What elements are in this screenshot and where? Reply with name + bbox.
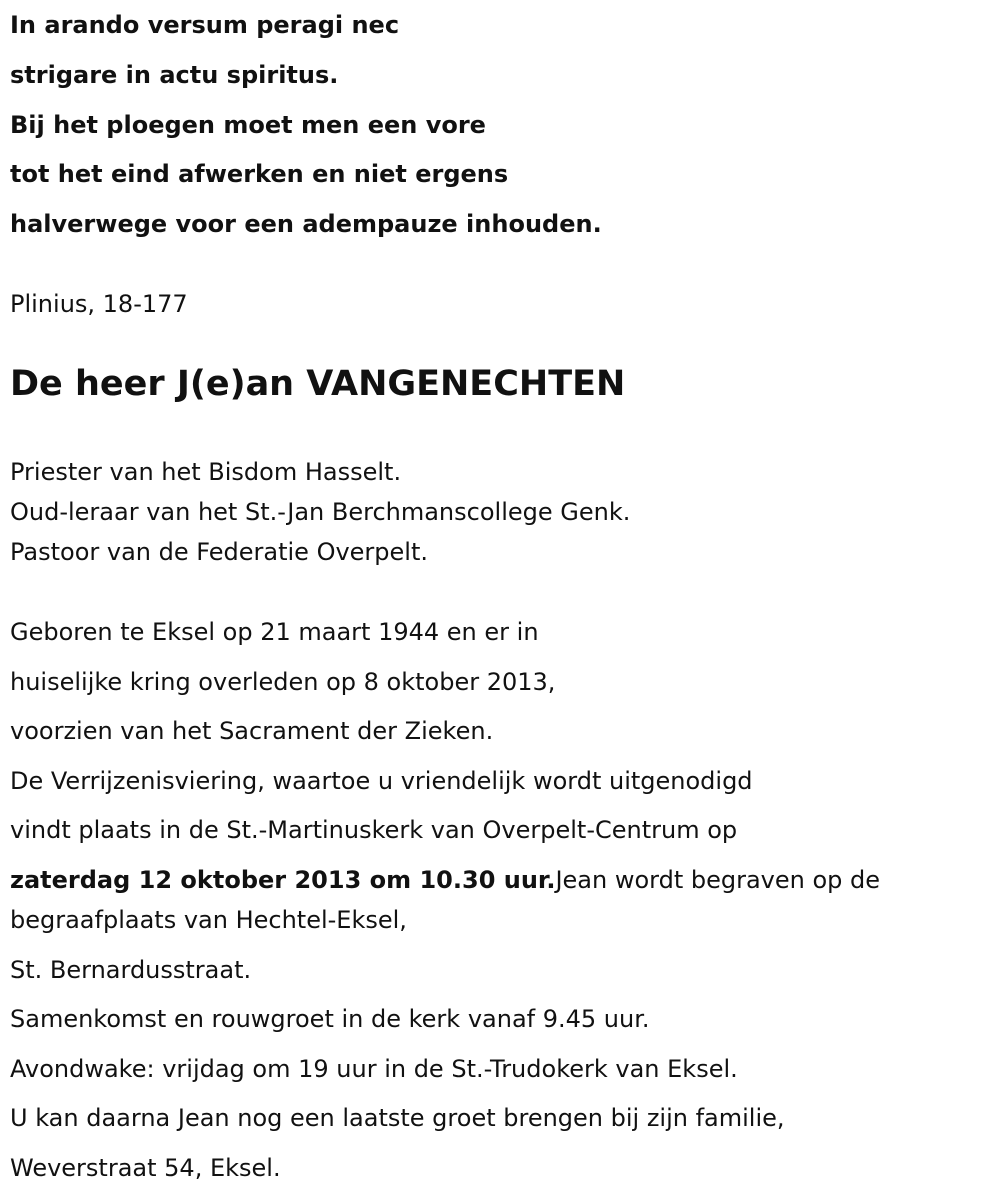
details-line-11: U kan daarna Jean nog een laatste groet brengen bij zijn familie, [10,1104,785,1132]
quote-line-1: In arando versum peragi nec [10,11,400,39]
service-date-time: zaterdag 12 oktober 2013 om 10.30 uur. [10,866,556,894]
details-line-4: De Verrijzenisviering, waartoe u vriendelijk wordt uitgenodigd [10,767,753,795]
details-line-6 [10,865,880,895]
details-line-8: St. Bernardusstraat. [10,956,252,984]
burial-intro: Jean wordt begraven op de [555,866,881,894]
quote-line-2: strigare in actu spiritus. [10,61,339,89]
quote-line-4: tot het eind afwerken en niet ergens [10,160,509,188]
details-line-7: begraafplaats van Hechtel-Eksel, [10,906,407,934]
quote-source: Plinius, 18-177 [10,290,188,318]
role-line-2: Oud-leraar van het St.-Jan Berchmanscollege Genk. [10,498,631,526]
details-line-3: voorzien van het Sacrament der Zieken. [10,717,494,745]
deceased-name: De heer J(e)an VANGENECHTEN [10,364,626,404]
quote-line-3: Bij het ploegen moet men een vore [10,111,486,139]
details-line-2: huiselijke kring overleden op 8 oktober 2013, [10,668,556,696]
details-line-10: Avondwake: vrijdag om 19 uur in de St.-Trudokerk van Eksel. [10,1055,738,1083]
details-line-1: Geboren te Eksel op 21 maart 1944 en er in [10,618,539,646]
role-line-1: Priester van het Bisdom Hasselt. [10,458,402,486]
details-line-12: Weverstraat 54, Eksel. [10,1154,281,1182]
details-line-5: vindt plaats in de St.-Martinuskerk van Overpelt-Centrum op [10,816,738,844]
details-line-9: Samenkomst en rouwgroet in de kerk vanaf 9.45 uur. [10,1005,650,1033]
role-line-3: Pastoor van de Federatie Overpelt. [10,538,428,566]
quote-line-5: halverwege voor een adempauze inhouden. [10,210,602,238]
